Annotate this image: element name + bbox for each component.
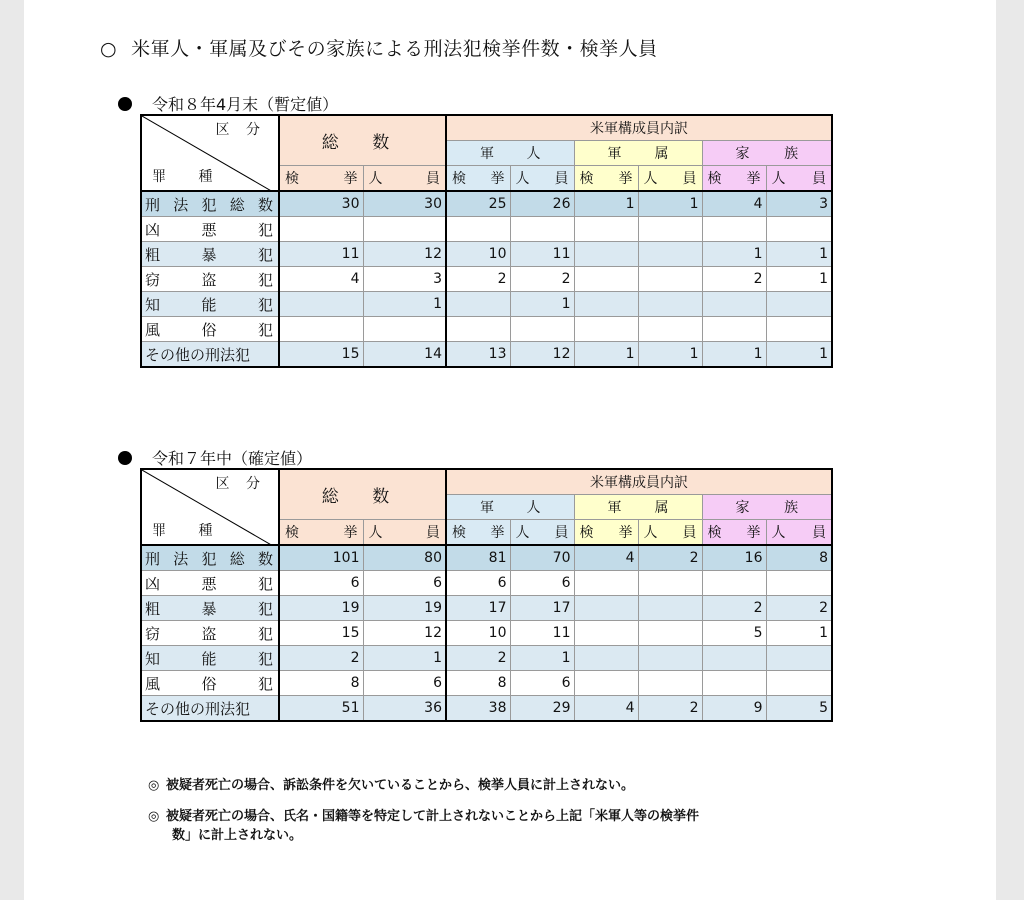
data-cell bbox=[574, 621, 638, 646]
category-label: 窃 盗 犯 bbox=[141, 621, 279, 646]
data-cell: 3 bbox=[363, 267, 446, 292]
data-cell: 2 bbox=[638, 545, 702, 571]
header-civilian: 軍 属 bbox=[574, 495, 702, 520]
header-kubun: 区 分 bbox=[215, 122, 266, 138]
data-cell bbox=[638, 646, 702, 671]
data-cell: 4 bbox=[279, 267, 363, 292]
data-cell: 1 bbox=[574, 342, 638, 368]
data-cell bbox=[638, 571, 702, 596]
data-cell: 70 bbox=[510, 545, 574, 571]
table-row bbox=[141, 217, 832, 242]
header-kubun: 区 分 bbox=[215, 476, 266, 492]
data-cell bbox=[574, 217, 638, 242]
data-cell bbox=[574, 571, 638, 596]
data-cell: 1 bbox=[702, 342, 766, 368]
data-cell: 1 bbox=[766, 621, 832, 646]
data-cell: 6 bbox=[446, 571, 510, 596]
data-cell bbox=[279, 317, 363, 342]
data-cell: 17 bbox=[446, 596, 510, 621]
data-cell bbox=[702, 671, 766, 696]
data-cell: 2 bbox=[510, 267, 574, 292]
header-cases: 検 挙 bbox=[446, 166, 510, 192]
header-persons: 人 員 bbox=[510, 166, 574, 192]
header-cases: 検 挙 bbox=[702, 520, 766, 546]
category-label: 凶 悪 犯 bbox=[141, 217, 279, 242]
data-cell: 1 bbox=[766, 342, 832, 368]
data-cell bbox=[363, 317, 446, 342]
category-label: 知 能 犯 bbox=[141, 646, 279, 671]
bullet-icon bbox=[118, 451, 132, 465]
header-persons: 人 員 bbox=[638, 520, 702, 546]
data-cell: 16 bbox=[702, 545, 766, 571]
data-cell: 1 bbox=[766, 267, 832, 292]
category-label: 知 能 犯 bbox=[141, 292, 279, 317]
table-row bbox=[141, 292, 832, 317]
header-persons: 人 員 bbox=[363, 166, 446, 192]
data-cell: 36 bbox=[363, 696, 446, 722]
header-family: 家 族 bbox=[702, 141, 832, 166]
data-cell: 101 bbox=[279, 545, 363, 571]
data-cell: 8 bbox=[766, 545, 832, 571]
stats-table-provisional bbox=[140, 114, 833, 368]
data-cell: 80 bbox=[363, 545, 446, 571]
header-total: 総 数 bbox=[279, 469, 446, 520]
data-cell bbox=[446, 317, 510, 342]
data-cell: 2 bbox=[279, 646, 363, 671]
data-cell: 1 bbox=[363, 646, 446, 671]
data-cell: 19 bbox=[279, 596, 363, 621]
data-cell: 11 bbox=[279, 242, 363, 267]
table-row bbox=[141, 671, 832, 696]
data-cell bbox=[638, 317, 702, 342]
section-heading-final: 令和７年中（確定値） bbox=[118, 446, 312, 469]
table-row bbox=[141, 621, 832, 646]
data-cell bbox=[638, 267, 702, 292]
category-label: 凶 悪 犯 bbox=[141, 571, 279, 596]
data-cell: 1 bbox=[766, 242, 832, 267]
data-cell bbox=[279, 292, 363, 317]
page-title: ○ 米軍人・軍属及びその家族による刑法犯検挙件数・検挙人員 bbox=[100, 38, 658, 60]
table-row bbox=[141, 696, 832, 722]
header-military: 軍 人 bbox=[446, 141, 574, 166]
header-civilian: 軍 属 bbox=[574, 141, 702, 166]
data-cell bbox=[702, 292, 766, 317]
bullet-icon bbox=[118, 97, 132, 111]
category-label: 風 俗 犯 bbox=[141, 317, 279, 342]
data-cell bbox=[446, 292, 510, 317]
header-persons: 人 員 bbox=[638, 166, 702, 192]
header-breakdown: 米軍構成員内訳 bbox=[446, 469, 832, 495]
data-cell: 12 bbox=[510, 342, 574, 368]
data-cell: 1 bbox=[638, 191, 702, 217]
data-cell: 2 bbox=[446, 267, 510, 292]
category-label: 刑 法 犯 総 数 bbox=[141, 191, 279, 217]
data-cell: 2 bbox=[638, 696, 702, 722]
data-cell: 30 bbox=[363, 191, 446, 217]
data-cell bbox=[446, 217, 510, 242]
data-cell: 30 bbox=[279, 191, 363, 217]
data-cell: 12 bbox=[363, 242, 446, 267]
data-cell: 13 bbox=[446, 342, 510, 368]
header-persons: 人 員 bbox=[510, 520, 574, 546]
header-persons: 人 員 bbox=[363, 520, 446, 546]
data-cell bbox=[638, 292, 702, 317]
table-row bbox=[141, 646, 832, 671]
header-family: 家 族 bbox=[702, 495, 832, 520]
category-label: 風 俗 犯 bbox=[141, 671, 279, 696]
header-persons: 人 員 bbox=[766, 166, 832, 192]
note-1: ◎ 被疑者死亡の場合、訴訟条件を欠いていることから、検挙人員に計上されない。 bbox=[148, 778, 635, 793]
header-zaishu: 罪 種 bbox=[152, 523, 227, 539]
data-cell: 1 bbox=[510, 646, 574, 671]
data-cell bbox=[574, 596, 638, 621]
table-row bbox=[141, 571, 832, 596]
data-cell: 29 bbox=[510, 696, 574, 722]
data-cell: 6 bbox=[510, 571, 574, 596]
header-diagonal-cell bbox=[141, 469, 279, 545]
data-cell: 1 bbox=[510, 292, 574, 317]
data-cell: 14 bbox=[363, 342, 446, 368]
data-cell bbox=[766, 292, 832, 317]
data-cell: 1 bbox=[574, 191, 638, 217]
data-cell: 15 bbox=[279, 621, 363, 646]
data-cell bbox=[638, 671, 702, 696]
data-cell bbox=[766, 671, 832, 696]
data-cell bbox=[510, 317, 574, 342]
header-diagonal-cell bbox=[141, 115, 279, 191]
data-cell bbox=[766, 317, 832, 342]
section-heading-provisional: 令和８年4月末（暫定値） bbox=[118, 92, 338, 115]
data-cell: 6 bbox=[510, 671, 574, 696]
header-military: 軍 人 bbox=[446, 495, 574, 520]
category-label: 粗 暴 犯 bbox=[141, 596, 279, 621]
note-2-continued: 数」に計上されない。 bbox=[172, 828, 303, 843]
data-cell bbox=[702, 217, 766, 242]
data-cell: 26 bbox=[510, 191, 574, 217]
data-cell bbox=[638, 621, 702, 646]
header-breakdown: 米軍構成員内訳 bbox=[446, 115, 832, 141]
data-cell bbox=[702, 571, 766, 596]
data-cell: 11 bbox=[510, 621, 574, 646]
header-cases: 検 挙 bbox=[446, 520, 510, 546]
data-cell bbox=[574, 267, 638, 292]
data-cell bbox=[638, 596, 702, 621]
data-cell: 81 bbox=[446, 545, 510, 571]
table-row bbox=[141, 267, 832, 292]
data-cell bbox=[638, 217, 702, 242]
header-cases: 検 挙 bbox=[574, 520, 638, 546]
data-cell: 4 bbox=[702, 191, 766, 217]
data-cell: 51 bbox=[279, 696, 363, 722]
table-row bbox=[141, 242, 832, 267]
data-cell: 8 bbox=[279, 671, 363, 696]
data-cell bbox=[702, 317, 766, 342]
category-label: その他の刑法犯 bbox=[141, 342, 279, 368]
category-label: 窃 盗 犯 bbox=[141, 267, 279, 292]
data-cell: 1 bbox=[363, 292, 446, 317]
data-cell: 11 bbox=[510, 242, 574, 267]
data-cell bbox=[574, 317, 638, 342]
data-cell: 4 bbox=[574, 545, 638, 571]
data-cell bbox=[574, 242, 638, 267]
stats-table-final bbox=[140, 468, 833, 722]
header-cases: 検 挙 bbox=[279, 166, 363, 192]
table-row bbox=[141, 596, 832, 621]
header-cases: 検 挙 bbox=[574, 166, 638, 192]
data-cell bbox=[766, 571, 832, 596]
category-label: 粗 暴 犯 bbox=[141, 242, 279, 267]
header-cases: 検 挙 bbox=[279, 520, 363, 546]
data-cell bbox=[574, 646, 638, 671]
table-row bbox=[141, 545, 832, 571]
header-zaishu: 罪 種 bbox=[152, 169, 227, 185]
data-cell: 6 bbox=[279, 571, 363, 596]
data-cell: 2 bbox=[702, 267, 766, 292]
data-cell: 3 bbox=[766, 191, 832, 217]
data-cell: 12 bbox=[363, 621, 446, 646]
data-cell bbox=[574, 671, 638, 696]
data-cell bbox=[766, 646, 832, 671]
data-cell: 4 bbox=[574, 696, 638, 722]
data-cell: 10 bbox=[446, 242, 510, 267]
data-cell bbox=[766, 217, 832, 242]
data-cell bbox=[574, 292, 638, 317]
header-total: 総 数 bbox=[279, 115, 446, 166]
header-cases: 検 挙 bbox=[702, 166, 766, 192]
data-cell: 9 bbox=[702, 696, 766, 722]
data-cell: 2 bbox=[446, 646, 510, 671]
note-2: ◎ 被疑者死亡の場合、氏名・国籍等を特定して計上されないことから上記「米軍人等の検挙件 bbox=[148, 809, 700, 824]
data-cell: 5 bbox=[766, 696, 832, 722]
data-cell: 6 bbox=[363, 571, 446, 596]
data-cell: 19 bbox=[363, 596, 446, 621]
data-cell: 5 bbox=[702, 621, 766, 646]
table-row bbox=[141, 342, 832, 368]
data-cell bbox=[638, 242, 702, 267]
data-cell: 17 bbox=[510, 596, 574, 621]
data-cell bbox=[363, 217, 446, 242]
data-cell: 25 bbox=[446, 191, 510, 217]
data-cell: 1 bbox=[638, 342, 702, 368]
data-cell: 10 bbox=[446, 621, 510, 646]
data-cell: 8 bbox=[446, 671, 510, 696]
data-cell: 38 bbox=[446, 696, 510, 722]
data-cell: 15 bbox=[279, 342, 363, 368]
data-cell bbox=[702, 646, 766, 671]
data-cell: 6 bbox=[363, 671, 446, 696]
data-cell bbox=[510, 217, 574, 242]
table-row bbox=[141, 317, 832, 342]
category-label: 刑 法 犯 総 数 bbox=[141, 545, 279, 571]
category-label: その他の刑法犯 bbox=[141, 696, 279, 722]
header-persons: 人 員 bbox=[766, 520, 832, 546]
data-cell bbox=[279, 217, 363, 242]
data-cell: 1 bbox=[702, 242, 766, 267]
table-row bbox=[141, 191, 832, 217]
data-cell: 2 bbox=[702, 596, 766, 621]
data-cell: 2 bbox=[766, 596, 832, 621]
